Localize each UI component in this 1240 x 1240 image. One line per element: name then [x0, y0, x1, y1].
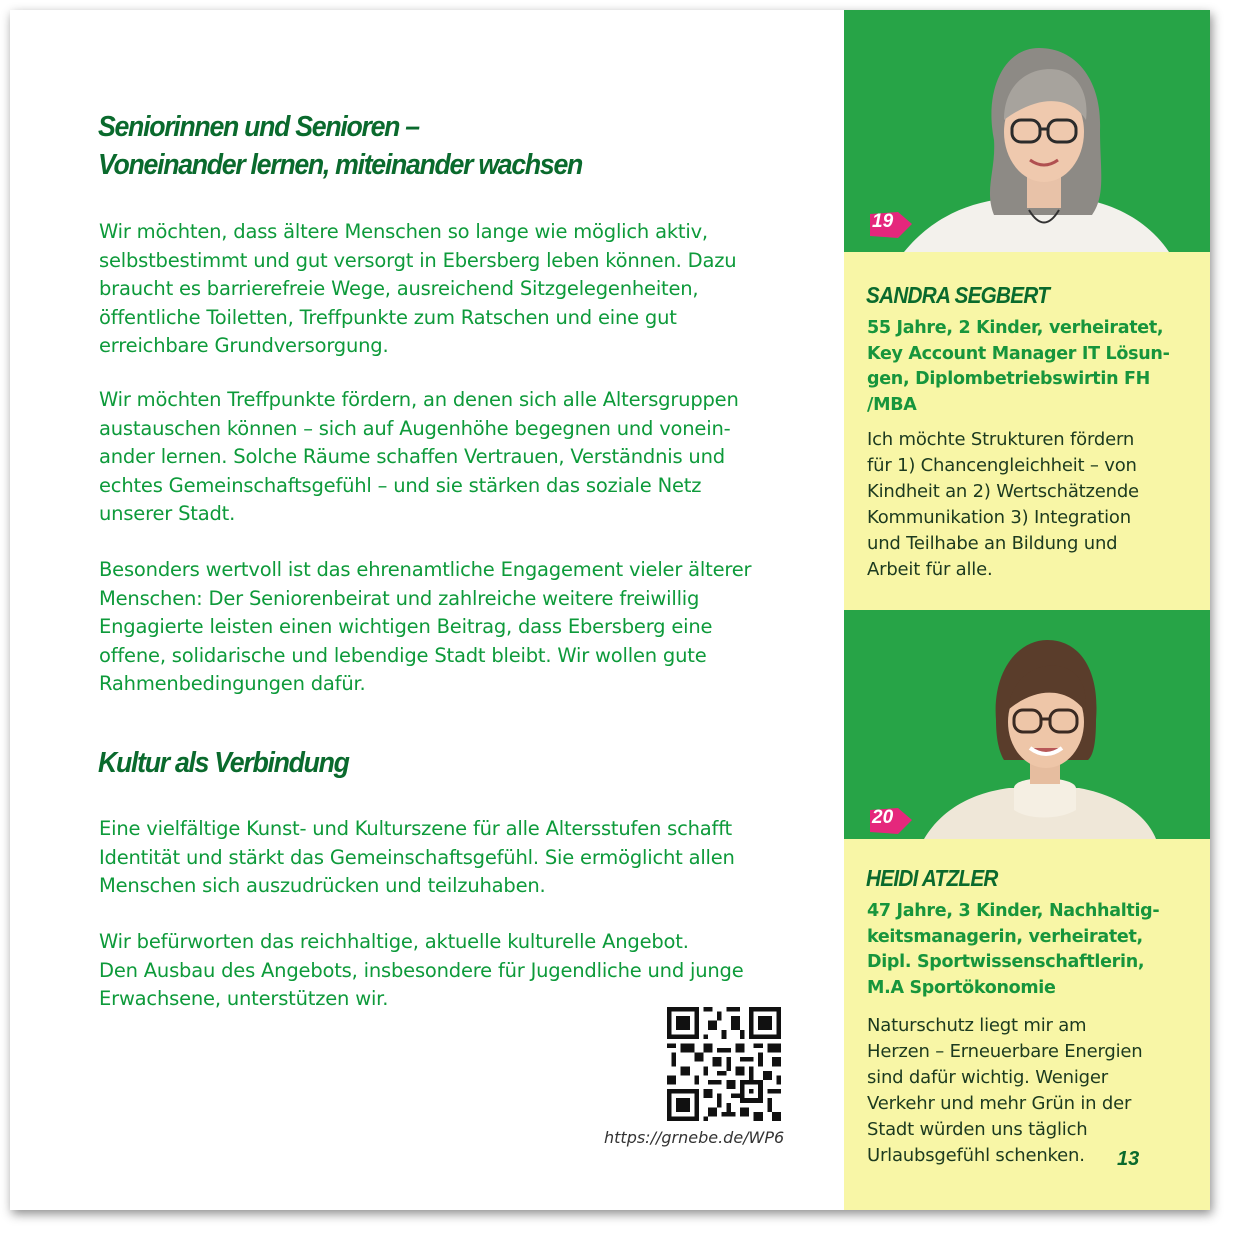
text-line: öffentliche Toiletten, Treffpunkte zum Ratschen und eine gut	[99, 305, 677, 329]
paragraph-kultur-1	[99, 815, 799, 901]
text-line: Besonders wertvoll ist das ehrenamtliche Engagement vieler älterer	[99, 558, 752, 581]
statement-line: und Teilhabe an Bildung und	[867, 533, 1118, 554]
facts-line: Dipl. Sportwissenschaftlerin,	[867, 952, 1145, 972]
list-number-badge	[868, 210, 914, 240]
text-line: ander lernen. Solche Räume schaffen Vertrauen, Verständnis und	[99, 445, 725, 469]
portrait-image	[844, 610, 1210, 839]
text-line: offene, solidarische und lebendige Stadt bleibt. Wir wollen gute	[99, 643, 707, 667]
text-line: erreichbare Grundversorgung.	[99, 334, 389, 358]
section-heading-kultur: Kultur als Verbindung	[98, 747, 349, 779]
statement-line: Ich möchte Strukturen fördern	[867, 429, 1135, 450]
text-line: austauschen können – sich auf Augenhöhe begegnen und vonein-	[99, 416, 731, 440]
qr-code[interactable]	[667, 1007, 781, 1121]
statement-line: sind dafür wichtig. Weniger	[867, 1067, 1108, 1088]
candidate-facts	[867, 899, 1159, 1001]
statement-line: für 1) Chancengleichheit – von	[867, 455, 1137, 476]
text-line: Wir möchten Treffpunkte fördern, an denen sich alle Altersgruppen	[99, 388, 739, 411]
text-line: echtes Gemeinschaftsgefühl – und sie stärken das soziale Netz	[99, 473, 702, 497]
text-line: braucht es barrierefreie Wege, ausreichend Sitzgelegenheiten,	[99, 277, 699, 301]
paragraph-senioren-3	[99, 556, 799, 699]
facts-line: 55 Jahre, 2 Kinder, verheiratet,	[867, 318, 1164, 338]
text-line: selbstbestimmt und gut versorgt in Ebersberg leben können. Dazu	[99, 248, 737, 272]
heading-line: Seniorinnen und Senioren –	[98, 111, 419, 143]
statement-line: Naturschutz liegt mir am	[867, 1015, 1087, 1036]
candidate-photo	[844, 610, 1210, 839]
candidate-facts	[867, 316, 1170, 418]
paragraph-senioren-2	[99, 386, 799, 529]
candidate-statement	[867, 427, 1139, 583]
candidate-card	[844, 252, 1210, 610]
text-line: Wir möchten, dass ältere Menschen so lange wie möglich aktiv,	[99, 220, 708, 243]
statement-line: Kindheit an 2) Wertschätzende	[867, 481, 1139, 502]
facts-line: M.A Sportökonomie	[867, 977, 1056, 998]
facts-line: keitsmanagerin, verheiratet,	[867, 926, 1143, 947]
candidate-name: SANDRA SEGBERT	[866, 282, 1050, 308]
list-number: 19	[872, 211, 894, 232]
statement-line: Kommunikation 3) Integration	[867, 507, 1131, 528]
text-line: Identität und stärkt das Gemeinschaftsgefühl. Sie ermöglicht allen	[99, 845, 735, 869]
candidate-column	[844, 10, 1210, 1210]
statement-line: Arbeit für alle.	[867, 559, 993, 580]
text-line: Menschen: Der Seniorenbeirat und zahlreiche weitere freiwillig	[99, 586, 700, 610]
candidate-card	[844, 839, 1210, 1210]
text-line: unserer Stadt.	[99, 502, 236, 526]
brochure-page	[10, 10, 1210, 1210]
list-number: 20	[872, 807, 894, 828]
candidate-statement	[867, 1013, 1143, 1169]
statement-line: Herzen – Erneuerbare Energien	[867, 1041, 1143, 1062]
page-number: 13	[1117, 1148, 1140, 1170]
facts-line: /MBA	[867, 394, 917, 415]
qr-url[interactable]: https://grnebe.de/WP6	[604, 1128, 785, 1147]
paragraph-senioren-1	[99, 218, 799, 361]
section-heading-senioren	[98, 108, 582, 184]
text-line: Erwachsene, unterstützen wir.	[99, 987, 389, 1011]
text-line: Wir befürworten das reichhaltige, aktuelle kulturelle Angebot.	[99, 930, 689, 953]
statement-line: Stadt würden uns täglich	[867, 1119, 1088, 1140]
text-line: Engagierte leisten einen wichtigen Beitrag, dass Ebersberg eine	[99, 615, 713, 639]
list-number-badge	[868, 806, 914, 836]
facts-line: 47 Jahre, 3 Kinder, Nachhaltig-	[867, 901, 1160, 921]
text-line: Rahmenbedingungen dafür.	[99, 672, 366, 696]
text-line: Menschen sich auszudrücken und teilzuhaben.	[99, 874, 546, 898]
facts-line: gen, Diplombetriebswirtin FH	[867, 369, 1151, 389]
facts-line: Key Account Manager IT Lösun-	[867, 343, 1170, 364]
candidate-name: HEIDI ATZLER	[866, 865, 998, 891]
main-column	[10, 10, 844, 1210]
text-line: Den Ausbau des Angebots, insbesondere für Jugendliche und junge	[99, 958, 744, 982]
candidate-photo	[844, 10, 1210, 252]
heading-line: Voneinander lernen, miteinander wachsen	[98, 149, 583, 181]
paragraph-kultur-2	[99, 928, 799, 1014]
statement-line: Verkehr und mehr Grün in der	[867, 1093, 1132, 1114]
text-line: Eine vielfältige Kunst- und Kulturszene für alle Altersstufen schafft	[99, 817, 732, 840]
statement-line: Urlaubsgefühl schenken.	[867, 1145, 1085, 1166]
